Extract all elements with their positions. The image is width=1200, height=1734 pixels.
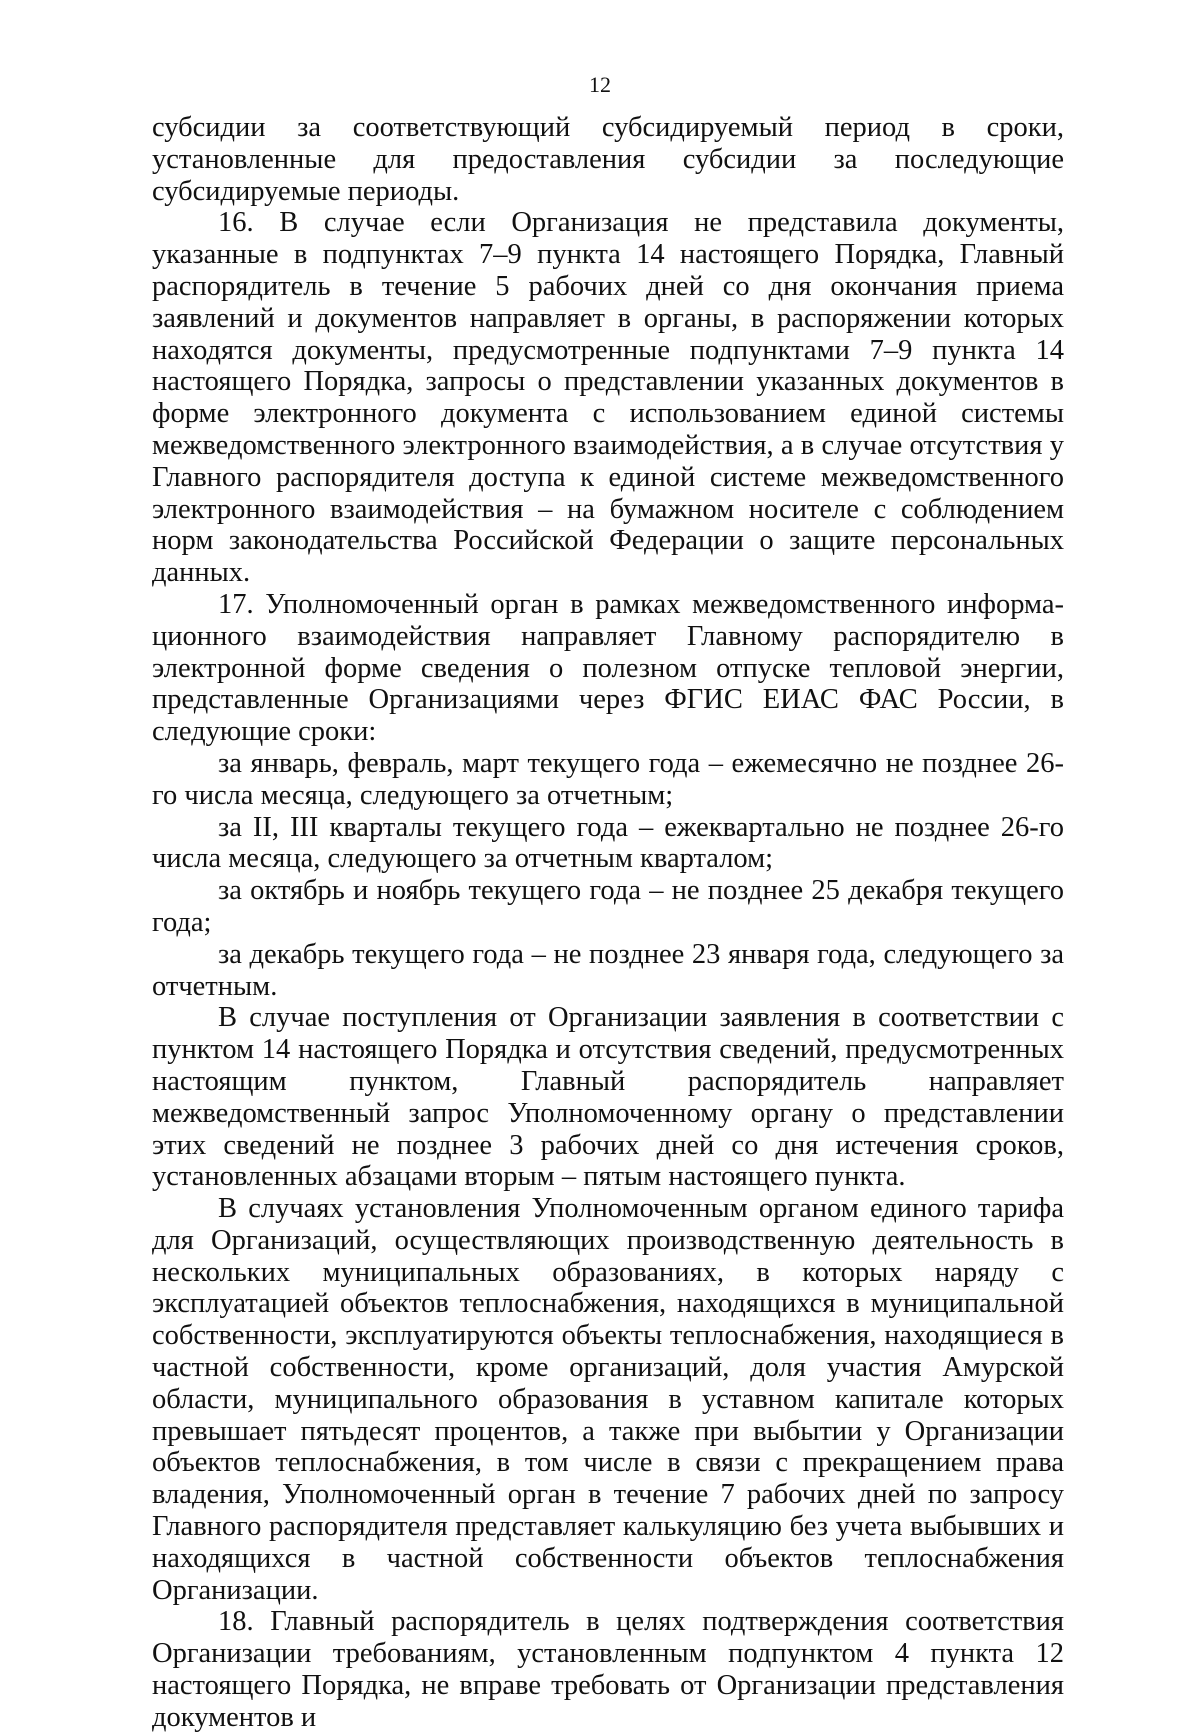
paragraph-16: 16. В случае если Организация не представила документы, указанные в подпунктах 7–9 пункта 14 настоящего Порядка, Главный распорядитель в течение 5 рабочих дней со дня окончания приема заявлений и документов направляет в органы, в распоряжении которых находятся документы, предусмотренные подпунктами 7–9 пункта 14 настоящего Порядка, запросы о представлении указанных документов в форме электронного документа с использованием единой системы межведомственного электронного взаимодействия, а в случае отсутствия у Главного распорядителя доступа к единой системе межведомственного электронного взаимодействия – на бумажном носителе с соблюдением норм законодательства Российской Федерации о защите персональных данных. — [152, 207, 1064, 589]
page-number: 12 — [589, 72, 611, 97]
paragraph-17: 17. Уполномоченный орган в рамках межведомственного информационного взаимодействия направляет Главному распорядителю в электронной форме сведения о полезном отпуске тепловой энергии, представленные Организациями через ФГИС ЕИАС ФАС России, в следующие сроки: — [152, 588, 1064, 748]
paragraph-continuation: субсидии за соответствующий субсидируемый период в сроки, установленные для предоставления субсидии за последующие субсидируемые периоды. — [152, 112, 1064, 207]
paragraph-17-request: В случае поступления от Организации заявления в соответствии с пунктом 14 настоящего Порядка и отсутствия сведений, предусмотренных настоящим пунктом, Главный распорядитель направляет межведомственный запрос Уполномоченному органу о представлении этих сведений не позднее 3 рабочих дней со дня истечения сроков, установленных абзацами вторым – пятым настоящего пункта. — [152, 1002, 1064, 1193]
paragraph-17-deadline-dec: за декабрь текущего года – не позднее 23 января года, следующего за отчетным. — [152, 938, 1064, 1002]
paragraph-17-deadline-q2-q3: за II, III кварталы текущего года – ежеквартально не позднее 26-го числа месяца, следующего за отчетным кварталом; — [152, 811, 1064, 875]
paragraph-17-single-tariff: В случаях установления Уполномоченным органом единого тарифа для Организаций, осуществляющих производственную деятельность в нескольких муниципальных образованиях, в которых наряду с эксплуатацией объектов теплоснабжения, находящихся в муниципальной собственности, эксплуатируются объекты теплоснабжения, находящиеся в частной собственности, кроме организаций, доля участия Амурской области, муниципального образования в уставном капитале которых превышает пятьдесят процентов, а также при выбытии у Организации объектов теплоснабжения, в том числе в связи с прекращением права владения, Уполномоченный орган в течение 7 рабочих дней по запросу Главного распорядителя представляет калькуляцию без учета выбывших и находящихся в частной собственности объектов теплоснабжения Организации. — [152, 1193, 1064, 1606]
paragraph-17-deadline-oct-nov: за октябрь и ноябрь текущего года – не позднее 25 декабря текущего года; — [152, 875, 1064, 938]
document-body — [152, 112, 1064, 1734]
paragraph-17-deadline-q1: за январь, февраль, март текущего года – ежемесячно не позднее 26-го числа месяца, следующего за отчетным; — [152, 747, 1064, 811]
paragraph-18: 18. Главный распорядитель в целях подтверждения соответствия Организации требованиям, установленным подпунктом 4 пункта 12 настоящего Порядка, не вправе требовать от Организации представления документов и — [152, 1606, 1064, 1733]
